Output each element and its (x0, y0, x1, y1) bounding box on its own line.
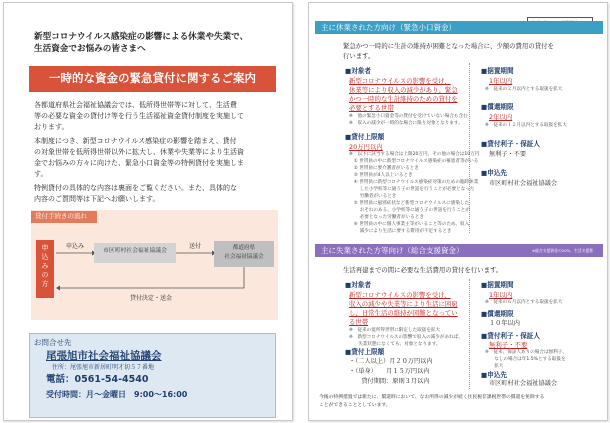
municipal-council-label: 市区町村社会福祉協議会 (103, 248, 167, 254)
prefectural-council-label: 都道府県 (232, 245, 256, 251)
applicant-char: 方 (41, 280, 49, 288)
intro-line-2: 生活資金でお悩みの皆さまへ (34, 44, 146, 54)
s2-grace-note: ※ 従来の６月以内とする取扱を拡大 (485, 300, 563, 305)
s1-target-text: 休業等により収入の減少があり、緊急 (349, 86, 458, 94)
s2-limit-line: ・（二人以上）月２０万円以内 (349, 358, 433, 365)
body-line: 等の必要な資金の貸付け等を行う生活福祉資金貸付制度を実施して (34, 112, 244, 120)
s1-intro-line: 緊急かつ一時的に生計の維持が困難となった場合に、少額の費用の貸付を (343, 42, 554, 50)
s2-limit-line: 貸付期間：原則３月以内 (349, 378, 430, 385)
body-line: 金でお悩みの方々に向けた、緊急小口資金等の特例貸付を実施しま (34, 159, 244, 167)
s2-limit-line: ・（単身） 月１５万円以内 (349, 368, 430, 375)
s2-target-text: 新型コロナウイルスの影響を受け、 (349, 291, 451, 299)
s2-small-note: ※総合支援資金の10%、生活支援費 (532, 248, 593, 253)
s1-target-note: ※ 他の緊急小口資金等の貸付を受けていない場合も含む (349, 114, 468, 119)
s1-limit-note: した小学校等に通う子の世話を行うことが必要となった (349, 187, 475, 192)
s1-interest-value: 無利子・不要 (489, 151, 527, 158)
applicant-char: の (41, 271, 49, 279)
apply-label: 申込み (66, 243, 85, 250)
s2-apply-value: 市区町村社会福祉協議会 (489, 380, 558, 387)
s1-target-note: ※ 収入の減少が一時的な場合に限り対象となります。 (349, 121, 463, 126)
body-line: の対象世帯を低所得世帯以外に拡大し、休業や失業等により生活資 (34, 148, 244, 156)
s2-repay-heading: ■償還期限 (481, 310, 514, 318)
s1-repay-note: ※ 従来の１２月以内とする取扱を拡大 (485, 123, 567, 128)
section1-header (315, 21, 603, 34)
body-line: 特例貸付の具体的な内容は裏面をご覧ください。また、具体的な (34, 184, 237, 192)
s2-target-text: る世帯 (349, 318, 369, 326)
applicant-char: み (41, 262, 49, 270)
s2-target-text: し、日常生活の維持が困難となってい (349, 309, 458, 317)
s1-repay-heading: ■償還期限 (481, 103, 514, 111)
section1-title: 主に休業された方向け（緊急小口資金） (321, 23, 456, 32)
applicant-char: 込 (41, 253, 49, 261)
s1-limit-note: ⑥ 世帯員の中に個人事業主等がいること等のため、収入 (349, 222, 470, 227)
contact-org: 尾張旭市社会福祉協議会 (46, 350, 162, 362)
contact-title: お問合せ先 (34, 338, 72, 347)
footer-note-line: 今後の特例措置では新たに、償還時において、なお所得の減少が続く住民税非課税世帯の償還を免除する (319, 395, 545, 400)
s1-limit-heading: ■貸付上限額 (345, 133, 385, 141)
s2-interest-heading: ■貸付利子・保証人 (481, 332, 540, 340)
s2-interest-value: 無利子・不要 (489, 341, 528, 349)
s1-limit-note: 労働者がいるとき (349, 194, 397, 199)
decision-arrow-head (56, 286, 60, 291)
contact-address: 住所：尾張旭市新居町明才切５７番地 (52, 364, 155, 371)
s1-target-heading: ■対象者 (345, 67, 372, 75)
s2-repay-value: １０年以内 (489, 320, 520, 327)
s1-limit-note: ② 世帯員に要介護者がいるとき (349, 166, 419, 171)
prefectural-council-box (214, 241, 274, 267)
s1-grace-note: ※ 従来の２月以内とする取扱を拡大 (485, 87, 563, 92)
s1-grace-heading: ■据置期間 (481, 67, 514, 75)
back-page (308, 2, 608, 421)
s2-target-note: ※ 従来の低所得世帯に限定した取扱を拡大 (349, 328, 441, 333)
s2-intro: 生活再建までの間に必要な生活費用の貸付を行います。 (343, 266, 503, 274)
s1-intro-line: 行います。 (343, 52, 375, 60)
s1-limit-note: 必要となった労働者がいるとき (349, 215, 424, 220)
banner-title: 一時的な資金の緊急貸付に関するご案内 (49, 71, 256, 85)
s1-limit-note: ⑤ 世帯員に風邪症状など新型コロナウイルスに感染した (349, 201, 470, 206)
s2-grace-heading: ■据置期間 (481, 281, 514, 289)
decision-arrow (60, 267, 244, 288)
s1-apply-value: 市区町村社会福祉協議会 (489, 180, 558, 187)
body-line: 各都道府県社会福祉協議会では、低所得世帯等に対して、生活費 (34, 101, 237, 109)
applicant-char: 申 (41, 244, 49, 252)
s1-limit-note: 減少により生活に要する費用が不足するとき (349, 229, 452, 234)
footer-note-line: ことができることとしています。 (319, 403, 391, 408)
s2-interest-note: 拡大 (485, 364, 504, 369)
section2-title: 主に失業された方等向け（総合支援資金） (321, 246, 464, 255)
s1-limit-note: おそれのある、小学校等に通う子の世話を行うことが (349, 208, 470, 213)
s1-limit-note: ④ 世帯員に新型コロナウイルス感染症対策のための臨時休業 (349, 180, 479, 185)
body-line: 本制度につき、新型コロナウイルス感染症の影響を踏まえ、貸付 (34, 137, 237, 145)
s2-interest-note: ※ 従来、保証人ありの場合は無利子、 (485, 350, 567, 355)
body-line: す。 (34, 170, 48, 178)
body-line: おります。 (34, 123, 69, 131)
body-line: 内容のご質問等は下記へお願いします。 (34, 195, 160, 203)
s2-target-note: ※ 新型コロナウイルスの影響で収入の減少があれば、 (349, 335, 463, 340)
s2-limit-heading: ■貸付上限額 (345, 348, 385, 356)
contact-hours: 受付時間：月～金曜日 9:00～16:00 (46, 390, 188, 399)
municipal-council-box (94, 243, 176, 263)
s1-grace-value: 1年以内 (489, 77, 513, 85)
s2-target-note: 失業状態になくても、対象となります。 (349, 342, 441, 347)
s2-interest-note: なしの場合は年1.5%とする取扱を (485, 357, 566, 362)
front-page (3, 2, 293, 421)
s1-target-text: 必要とする世帯 (349, 104, 394, 112)
s2-column-divider (469, 279, 470, 389)
send-label: 送付 (189, 243, 202, 250)
prefectural-council-label: 社会福祉協議会 (224, 254, 264, 260)
s1-limit-note: ① 世帯員の中に新型コロナウイルス感染症の罹患者等がいる (349, 159, 479, 164)
s1-target-text: 新型コロナウイルスの影響を受け、 (349, 77, 451, 85)
intro-line-1: 新型コロナウイルス感染症の影響による休業や失業で、 (34, 32, 249, 42)
s1-limit-note: ※ 以下に該当する場合は上限20万円、その他の場合は10万円 (349, 152, 480, 157)
s1-apply-heading: ■申込先 (481, 169, 508, 177)
s1-repay-value: 2年以内 (489, 113, 513, 121)
s1-limit-note: ③ 世帯員が4人以上いるとき (349, 173, 413, 178)
flow-tag-label: 貸付手続きの流れ (35, 212, 87, 220)
s1-interest-heading: ■貸付利子・保証人 (481, 140, 540, 148)
s2-apply-heading: ■申込先 (481, 371, 508, 379)
s2-grace-value: 1年以内 (489, 291, 513, 299)
s1-limit-value: 20万円以内 (349, 143, 383, 151)
contact-tel[interactable]: 電話：0561-54-4540 (46, 374, 149, 385)
s2-target-heading: ■対象者 (345, 281, 372, 289)
decision-label: 貸付決定・送金 (130, 295, 173, 302)
s2-target-text: 収入の減少や失業等により生活に困窮 (349, 300, 458, 308)
s1-target-text: かつ一時的な生計維持のための貸付を (349, 95, 458, 103)
